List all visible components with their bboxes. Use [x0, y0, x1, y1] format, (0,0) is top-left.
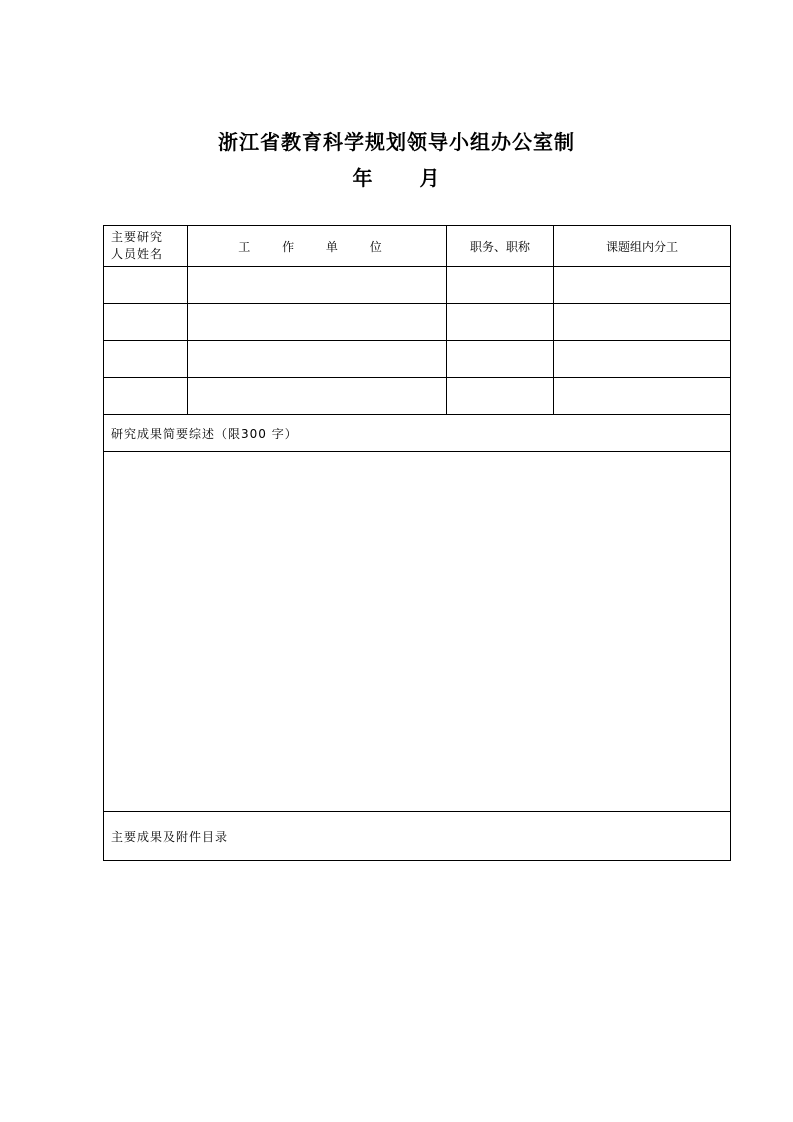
attachments-label[interactable]: 主要成果及附件目录	[104, 812, 731, 861]
researcher-name-cell[interactable]	[104, 378, 188, 415]
header-name-line2: 人员姓名	[111, 247, 164, 261]
summary-text-area[interactable]	[104, 452, 731, 812]
work-unit-cell[interactable]	[188, 341, 447, 378]
division-cell[interactable]	[554, 378, 731, 415]
year-label: 年	[352, 166, 374, 190]
table-header-row	[104, 226, 731, 267]
header-division: 课题组内分工	[554, 226, 731, 267]
researcher-name-cell[interactable]	[104, 304, 188, 341]
division-cell[interactable]	[554, 341, 731, 378]
research-form-table	[103, 225, 731, 861]
month-label: 月	[419, 166, 441, 190]
table-row	[104, 341, 731, 378]
attachments-row	[104, 812, 731, 861]
position-cell[interactable]	[447, 304, 554, 341]
division-cell[interactable]	[554, 267, 731, 304]
header-researcher-name	[104, 226, 188, 267]
researcher-name-cell[interactable]	[104, 341, 188, 378]
researcher-name-cell[interactable]	[104, 267, 188, 304]
date-line	[0, 162, 793, 191]
summary-body-row	[104, 452, 731, 812]
table-row	[104, 267, 731, 304]
position-cell[interactable]	[447, 341, 554, 378]
summary-label-row	[104, 415, 731, 452]
summary-label: 研究成果简要综述（限300 字）	[104, 415, 731, 452]
header-name-line1: 主要研究	[111, 230, 164, 244]
work-unit-cell[interactable]	[188, 267, 447, 304]
position-cell[interactable]	[447, 378, 554, 415]
work-unit-cell[interactable]	[188, 378, 447, 415]
page-title: 浙江省教育科学规划领导小组办公室制	[218, 130, 575, 154]
position-cell[interactable]	[447, 267, 554, 304]
table-row	[104, 378, 731, 415]
table-row	[104, 304, 731, 341]
header-work-unit	[188, 226, 447, 267]
work-unit-cell[interactable]	[188, 304, 447, 341]
division-cell[interactable]	[554, 304, 731, 341]
header-work-unit-label: 工 作 单 位	[238, 239, 396, 254]
header-position: 职务、职称	[447, 226, 554, 267]
